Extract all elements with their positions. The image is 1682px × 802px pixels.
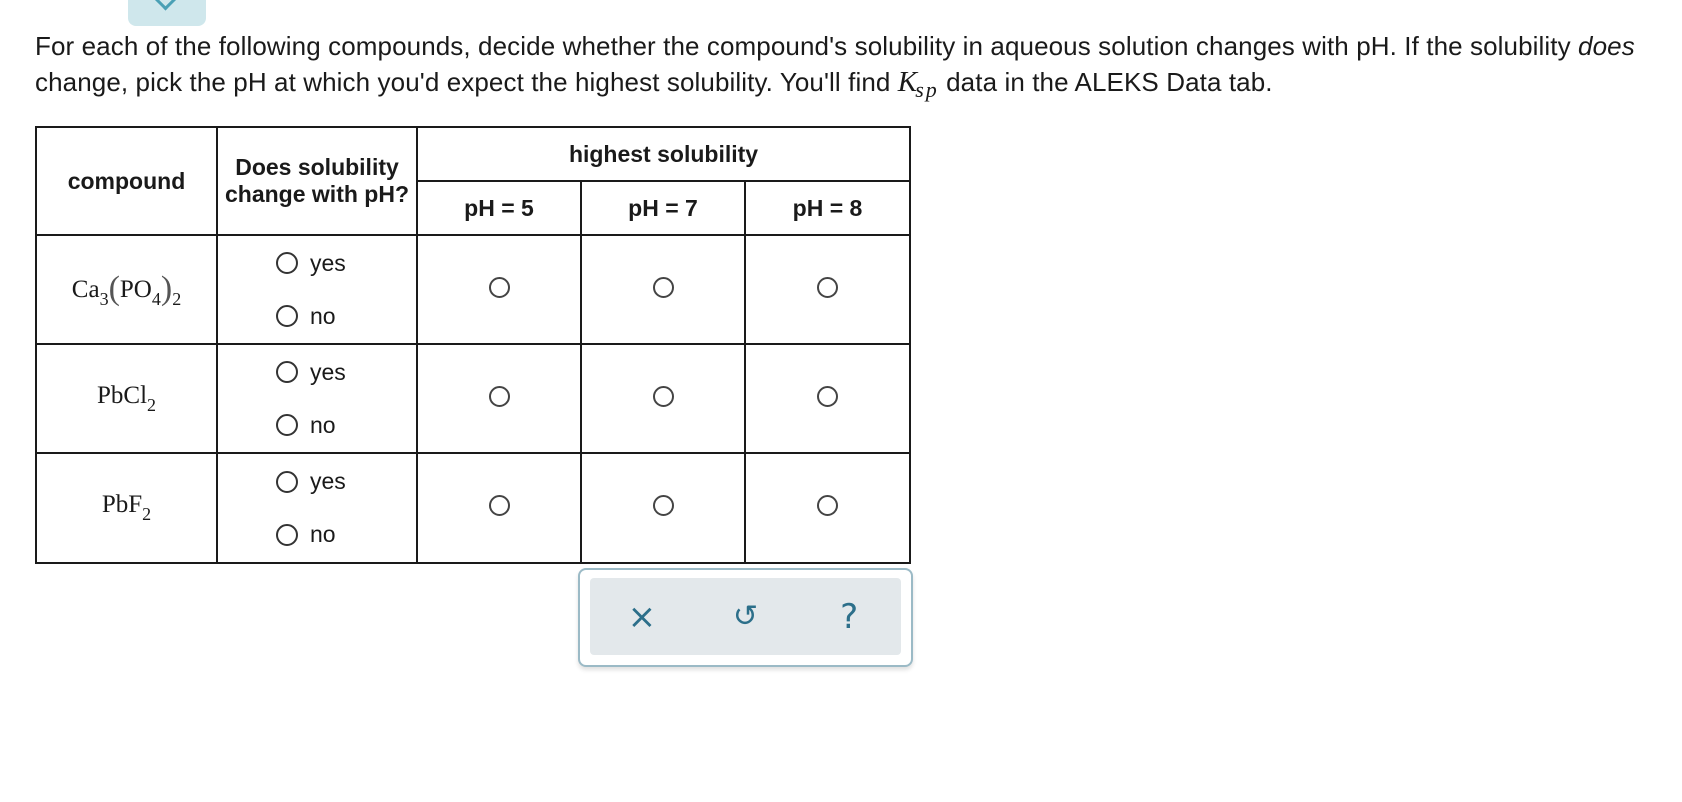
- ph8-cell: [745, 453, 910, 563]
- yes-label: yes: [310, 249, 346, 276]
- collapse-tab[interactable]: [128, 0, 206, 26]
- radio-button[interactable]: [276, 361, 298, 383]
- radio-button[interactable]: [276, 305, 298, 327]
- undo-button[interactable]: [715, 587, 775, 647]
- table-row: [36, 235, 910, 344]
- ph8-cell: [745, 235, 910, 344]
- ph8-cell: [745, 344, 910, 453]
- radio-no-row3[interactable]: [276, 521, 336, 548]
- changes-cell: [217, 235, 417, 344]
- ksp-subscript: sp: [915, 77, 939, 102]
- radio-ph5-row1[interactable]: [489, 277, 510, 298]
- ksp-symbol: [897, 66, 939, 102]
- compound-formula-pbcl2: PbCl$_2$: [96, 381, 157, 415]
- ksp-k: K: [897, 66, 918, 98]
- radio-button[interactable]: [276, 414, 298, 436]
- yes-label: yes: [310, 358, 346, 385]
- radio-yes-row1[interactable]: [276, 250, 346, 277]
- radio-ph7-row2[interactable]: [653, 386, 674, 407]
- no-label: no: [310, 521, 336, 547]
- radio-ph8-row2[interactable]: [817, 386, 838, 407]
- radio-yes-row2[interactable]: [276, 359, 346, 386]
- radio-button[interactable]: [276, 524, 298, 546]
- table-row: [36, 344, 910, 453]
- radio-ph8-row1[interactable]: [817, 277, 838, 298]
- instructions-text-3: data in the ALEKS Data tab.: [938, 67, 1273, 97]
- ph7-cell: [581, 453, 745, 563]
- solubility-table: [35, 126, 911, 564]
- radio-ph5-row3[interactable]: [489, 495, 510, 516]
- changes-cell: [217, 344, 417, 453]
- header-ph-7: pH = 7: [581, 181, 745, 235]
- radio-button[interactable]: [276, 471, 298, 493]
- compound-cell: [36, 453, 217, 563]
- undo-icon: ↺: [732, 599, 759, 634]
- ph5-cell: [417, 235, 581, 344]
- radio-no-row2[interactable]: [276, 412, 336, 439]
- radio-ph5-row2[interactable]: [489, 386, 510, 407]
- answer-toolbar: [578, 568, 913, 667]
- clear-button[interactable]: [612, 587, 672, 647]
- no-label: no: [310, 302, 336, 329]
- ph5-cell: [417, 453, 581, 563]
- header-changes-with-ph: Does solubility change with pH?: [217, 127, 417, 235]
- toolbar-inner: [590, 578, 901, 655]
- changes-cell: [217, 453, 417, 563]
- table-row: [36, 453, 910, 563]
- instructions-text-2: change, pick the pH at which you'd expect the highest solubility. You'll find: [35, 67, 898, 97]
- header-compound: compound: [36, 127, 217, 235]
- help-button[interactable]: [819, 587, 879, 647]
- no-label: no: [310, 411, 336, 438]
- yes-label: yes: [310, 468, 346, 494]
- question-instructions: [35, 28, 1655, 102]
- compound-formula-pbf2: PbF$_2$: [101, 491, 152, 524]
- radio-ph8-row3[interactable]: [817, 495, 838, 516]
- header-ph-8: pH = 8: [745, 181, 910, 235]
- radio-yes-row3[interactable]: [276, 468, 346, 495]
- ph7-cell: [581, 235, 745, 344]
- close-icon: ×: [627, 596, 657, 637]
- compound-cell: [36, 344, 217, 453]
- instructions-text-1: For each of the following compounds, decide whether the compound's solubility in aqueous solution changes with pH. If the solubility: [35, 31, 1579, 61]
- help-icon: ?: [840, 596, 859, 637]
- chevron-down-icon: [153, 0, 177, 11]
- compound-formula-ca3po42: $Ca_3(PO_4)_2$: [71, 269, 182, 309]
- radio-no-row1[interactable]: [276, 303, 336, 330]
- ph7-cell: [581, 344, 745, 453]
- radio-ph7-row3[interactable]: [653, 495, 674, 516]
- header-highest-solubility: highest solubility: [417, 127, 910, 181]
- radio-ph7-row1[interactable]: [653, 277, 674, 298]
- radio-button[interactable]: [276, 252, 298, 274]
- ph5-cell: [417, 344, 581, 453]
- instructions-emphasis: does: [1578, 31, 1635, 61]
- compound-cell: [36, 235, 217, 344]
- header-ph-5: pH = 5: [417, 181, 581, 235]
